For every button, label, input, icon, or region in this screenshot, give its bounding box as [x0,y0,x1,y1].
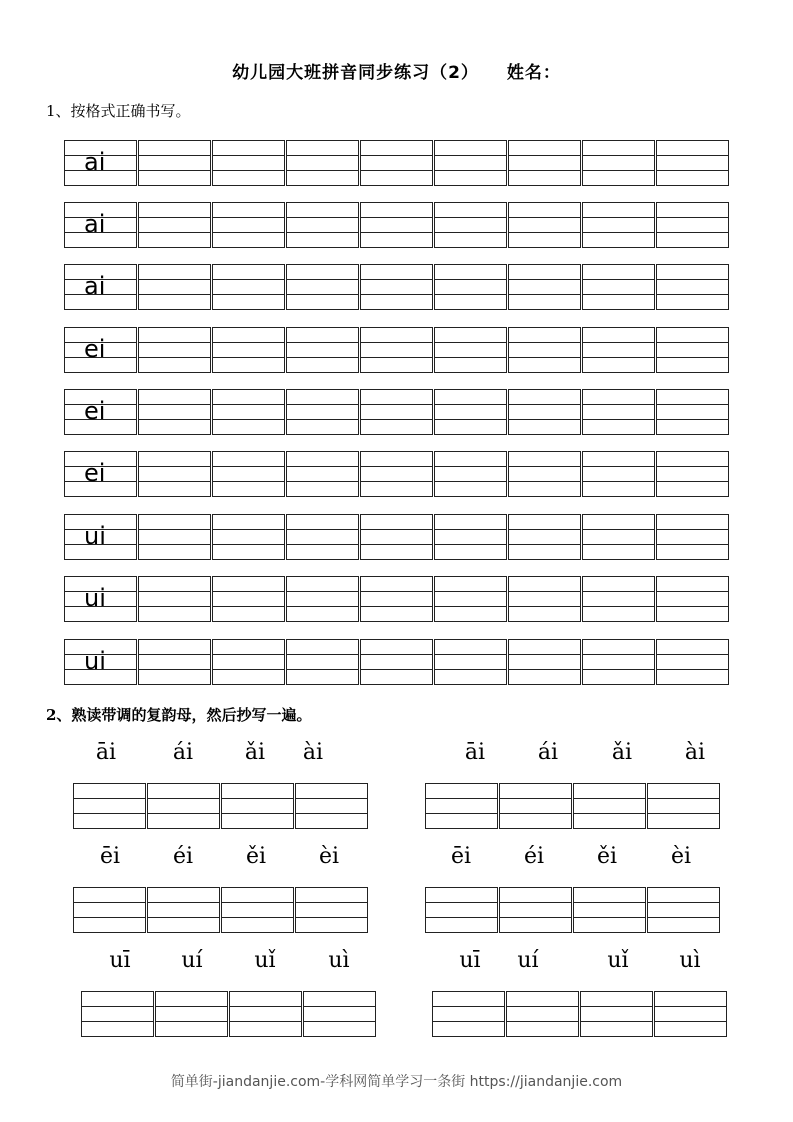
footer-watermark: 简单街-jiandanjie.com-学科网简单学习一条街 https://jiandanjie.com [170,1074,623,1090]
model-letters: ui [84,522,106,550]
writing-cell[interactable] [303,991,376,1037]
writing-cell[interactable] [656,327,729,373]
writing-cell[interactable] [582,639,655,685]
writing-cell[interactable] [138,389,211,435]
writing-cell[interactable] [582,389,655,435]
writing-cell[interactable] [138,327,211,373]
writing-cell[interactable] [286,140,359,186]
writing-cell[interactable] [360,451,433,497]
tone-label: ái [537,740,559,765]
writing-cell[interactable] [499,887,572,933]
writing-cell[interactable] [286,639,359,685]
writing-cell[interactable] [656,140,729,186]
writing-cell[interactable] [360,140,433,186]
tone-label: ǎi [244,740,266,765]
writing-cell[interactable] [573,887,646,933]
writing-cell[interactable] [138,140,211,186]
writing-cell[interactable] [212,202,285,248]
tone-label: uì [679,948,701,973]
writing-cell[interactable] [499,783,572,829]
writing-cell[interactable] [212,264,285,310]
writing-cell[interactable] [656,576,729,622]
writing-cell[interactable] [654,991,727,1037]
writing-cell[interactable] [138,576,211,622]
writing-cell[interactable] [434,202,507,248]
model-letters: ei [84,335,106,363]
writing-cell[interactable] [286,514,359,560]
tone-label: ěi [596,844,618,869]
tone-label: ēi [99,844,121,869]
writing-cell[interactable] [295,783,368,829]
writing-cell[interactable] [656,264,729,310]
tone-label: uì [328,948,350,973]
writing-cell[interactable] [212,639,285,685]
tone-label: ài [302,740,324,765]
writing-cell[interactable] [647,887,720,933]
tone-label: éi [172,844,194,869]
model-letters: ei [84,459,106,487]
writing-cell[interactable] [434,264,507,310]
writing-cell[interactable] [221,783,294,829]
tone-label: ēi [450,844,472,869]
writing-cell[interactable] [229,991,302,1037]
writing-cell[interactable] [155,991,228,1037]
writing-cell[interactable] [212,451,285,497]
writing-cell[interactable] [138,202,211,248]
writing-cell[interactable] [647,783,720,829]
writing-cell[interactable] [360,264,433,310]
model-letters: ai [84,272,106,300]
writing-cell[interactable] [212,140,285,186]
tone-label: uí [517,948,539,973]
writing-cell[interactable] [221,887,294,933]
tone-label: uī [459,948,481,973]
tone-label: ái [172,740,194,765]
writing-cell[interactable] [656,202,729,248]
writing-cell[interactable] [81,991,154,1037]
writing-cell[interactable] [286,389,359,435]
writing-cell[interactable] [286,264,359,310]
writing-cell[interactable] [656,639,729,685]
writing-cell[interactable] [138,264,211,310]
writing-cell[interactable] [434,514,507,560]
model-letters: ai [84,148,106,176]
writing-cell[interactable] [508,327,581,373]
writing-cell[interactable] [582,514,655,560]
writing-cell[interactable] [360,514,433,560]
writing-cell[interactable] [508,264,581,310]
writing-cell[interactable] [360,202,433,248]
model-letters: ei [84,397,106,425]
tone-label: ǎi [611,740,633,765]
writing-cell[interactable] [656,389,729,435]
writing-cell[interactable] [360,576,433,622]
writing-cell[interactable] [434,576,507,622]
tone-label: āi [464,740,486,765]
writing-cell[interactable] [656,451,729,497]
writing-cell[interactable] [656,514,729,560]
tone-label: uǐ [254,948,276,973]
writing-cell[interactable] [295,887,368,933]
writing-cell[interactable] [147,783,220,829]
tone-label: uǐ [607,948,629,973]
writing-cell[interactable] [580,991,653,1037]
writing-cell[interactable] [582,327,655,373]
writing-cell[interactable] [73,783,146,829]
writing-cell[interactable] [147,887,220,933]
writing-cell[interactable] [508,639,581,685]
model-letters: ai [84,210,106,238]
writing-cell[interactable] [508,576,581,622]
tone-label: āi [95,740,117,765]
writing-cell[interactable] [73,887,146,933]
writing-cell[interactable] [434,389,507,435]
writing-cell[interactable] [573,783,646,829]
tone-label: uí [181,948,203,973]
writing-cell[interactable] [434,327,507,373]
writing-cell[interactable] [138,514,211,560]
tone-label: éi [523,844,545,869]
writing-cell[interactable] [434,140,507,186]
writing-cell[interactable] [582,202,655,248]
writing-cell[interactable] [286,327,359,373]
writing-cell[interactable] [506,991,579,1037]
model-letters: ui [84,584,106,612]
writing-cell[interactable] [360,639,433,685]
writing-cell[interactable] [508,202,581,248]
section2-heading: 2、熟读带调的复韵母，然后抄写一遍。 [46,706,312,724]
tone-label: ài [684,740,706,765]
writing-cell[interactable] [582,264,655,310]
tone-label: ěi [245,844,267,869]
writing-cell[interactable] [508,514,581,560]
writing-cell[interactable] [212,514,285,560]
writing-cell[interactable] [212,389,285,435]
writing-cell[interactable] [582,451,655,497]
writing-cell[interactable] [425,783,498,829]
writing-cell[interactable] [508,140,581,186]
writing-cell[interactable] [425,887,498,933]
tone-label: èi [318,844,340,869]
writing-cell[interactable] [138,639,211,685]
writing-cell[interactable] [508,451,581,497]
writing-cell[interactable] [582,576,655,622]
writing-cell[interactable] [508,389,581,435]
tone-label: èi [670,844,692,869]
writing-cell[interactable] [434,451,507,497]
writing-cell[interactable] [138,451,211,497]
name-label: 姓名： [506,63,561,83]
title-text: 幼儿园大班拼音同步练习（2） [232,63,479,83]
writing-cell[interactable] [360,389,433,435]
writing-cell[interactable] [286,576,359,622]
writing-cell[interactable] [432,991,505,1037]
model-letters: ui [84,647,106,675]
writing-cell[interactable] [360,327,433,373]
section1-heading: 1、按格式正确书写。 [46,102,191,120]
writing-cell[interactable] [434,639,507,685]
writing-cell[interactable] [212,327,285,373]
writing-cell[interactable] [582,140,655,186]
writing-cell[interactable] [286,202,359,248]
tone-label: uī [109,948,131,973]
writing-cell[interactable] [286,451,359,497]
writing-cell[interactable] [212,576,285,622]
worksheet-title [0,58,793,83]
